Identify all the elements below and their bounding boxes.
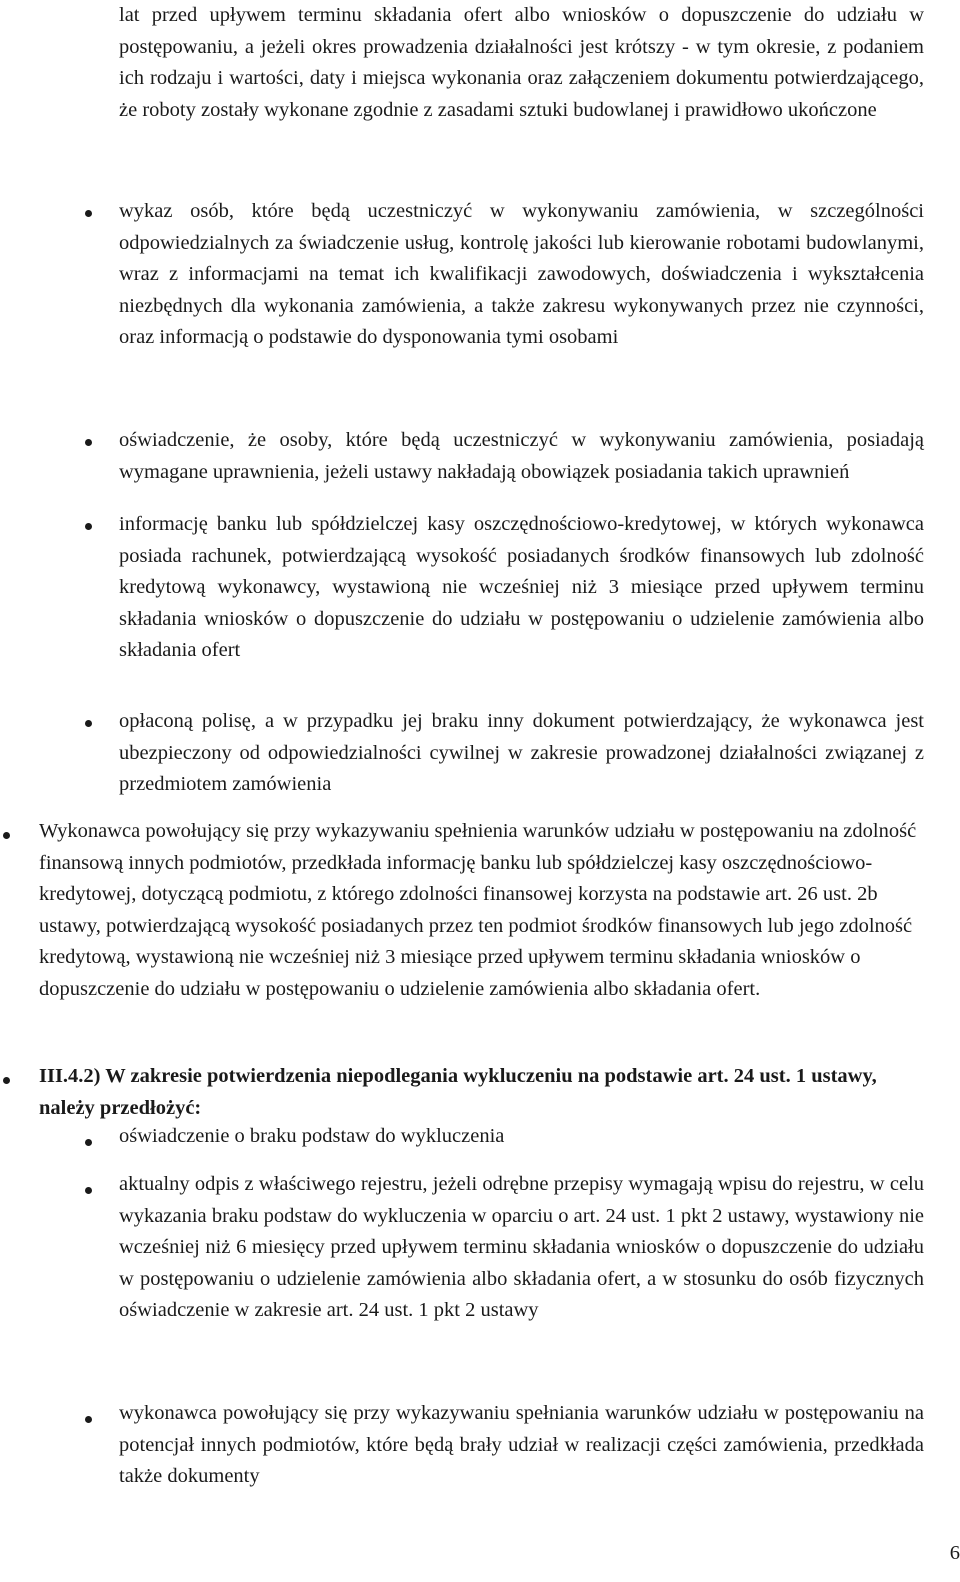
outer-list-item: Wykonawca powołujący się przy wykazywaniu spełnienia warunków udziału w postępowaniu na zdolność finansową innych podmiotów, przedkłada informację banku lub spółdzielczej kasy oszczędnościowo-kredytowej, dotyczącą podmiotu, z którego zdolności finansowej korzysta na podstawie art. 26 ust. 2b ustawy, potwierdzającą wysokość posiadanych przez ten podmiot środków finansowych lub jego zdolność kredytową, wystawioną nie wcześniej niż 3 miesiące przed upływem terminu składania wniosków o dopuszczenie do udziału w postępowaniu o udzielenie zamówienia albo składania ofert. xyxy=(39,820,917,1000)
bullet-icon xyxy=(85,523,92,530)
list-item: aktualny odpis z właściwego rejestru, jeżeli odrębne przepisy wymagają wpisu do rejestru, w celu wykazania braku podstaw do wykluczenia w oparciu o art. 24 ust. 1 pkt 2 ustawy, wystawiony nie wcześniej niż 6 miesięcy przed upływem terminu składania wniosków o dopuszczenie do udziału w postępowaniu o udzielenie zamówienia albo składania ofert, a w stosunku do osób fizycznych oświadczenie w zakresie art. 24 ust. 1 pkt 2 ustawy xyxy=(119,1173,924,1321)
list-item: wykaz osób, które będą uczestniczyć w wykonywaniu zamówienia, w szczególności odpowiedzialnych za świadczenie usług, kontrolę jakości lub kierowanie robotami budowlanymi, wraz z informacjami na temat ich kwalifikacji zawodowych, doświadczenia i wykształcenia niezbędnych dla wykonania zamówienia, a także zakresu wykonywanych przez nie czynności, oraz informacją o podstawie do dysponowania tymi osobami xyxy=(119,200,924,348)
list-item: informację banku lub spółdzielczej kasy oszczędnościowo-kredytowej, w których wykonawca posiada rachunek, potwierdzającą wysokość posiadanych środków finansowych lub zdolność kredytową wykonawcy, wystawioną nie wcześniej niż 3 miesiące przed upływem terminu składania wniosków o dopuszczenie do udziału w postępowaniu o udzielenie zamówienia albo składania ofert xyxy=(119,513,924,661)
list-item: oświadczenie, że osoby, które będą uczestniczyć w wykonywaniu zamówienia, posiadają wymagane uprawnienia, jeżeli ustawy nakładają obowiązek posiadania takich uprawnień xyxy=(119,429,924,483)
bullet-icon xyxy=(85,1187,92,1194)
list-item: oświadczenie o braku podstaw do wykluczenia xyxy=(119,1125,505,1147)
bullet-icon xyxy=(85,1416,92,1423)
section-heading: III.4.2) W zakresie potwierdzenia niepodlegania wykluczeniu na podstawie art. 24 ust. 1 ustawy, należy przedłożyć: xyxy=(39,1065,877,1119)
page-number: 6 xyxy=(949,1542,960,1564)
bullet-icon xyxy=(3,832,10,839)
bullet-icon xyxy=(85,720,92,727)
bullet-icon xyxy=(85,1139,92,1146)
bullet-icon xyxy=(3,1077,10,1084)
continuation-paragraph: lat przed upływem terminu składania ofert albo wniosków o dopuszczenie do udziału w postępowaniu, a jeżeli okres prowadzenia działalności jest krótszy - w tym okresie, z podaniem ich rodzaju i wartości, daty i miejsca wykonania oraz załączeniem dokumentu potwierdzającego, że roboty zostały wykonane zgodnie z zasadami sztuki budowlanej i prawidłowo ukończone xyxy=(119,4,924,121)
bullet-icon xyxy=(85,210,92,217)
list-item: opłaconą polisę, a w przypadku jej braku inny dokument potwierdzający, że wykonawca jest ubezpieczony od odpowiedzialności cywilnej w zakresie prowadzonej działalności związanej z przedmiotem zamówienia xyxy=(119,710,924,795)
bullet-icon xyxy=(85,439,92,446)
list-item: wykonawca powołujący się przy wykazywaniu spełniania warunków udziału w postępowaniu na potencjał innych podmiotów, które będą brały udział w realizacji części zamówienia, przedkłada także dokumenty xyxy=(119,1402,924,1487)
